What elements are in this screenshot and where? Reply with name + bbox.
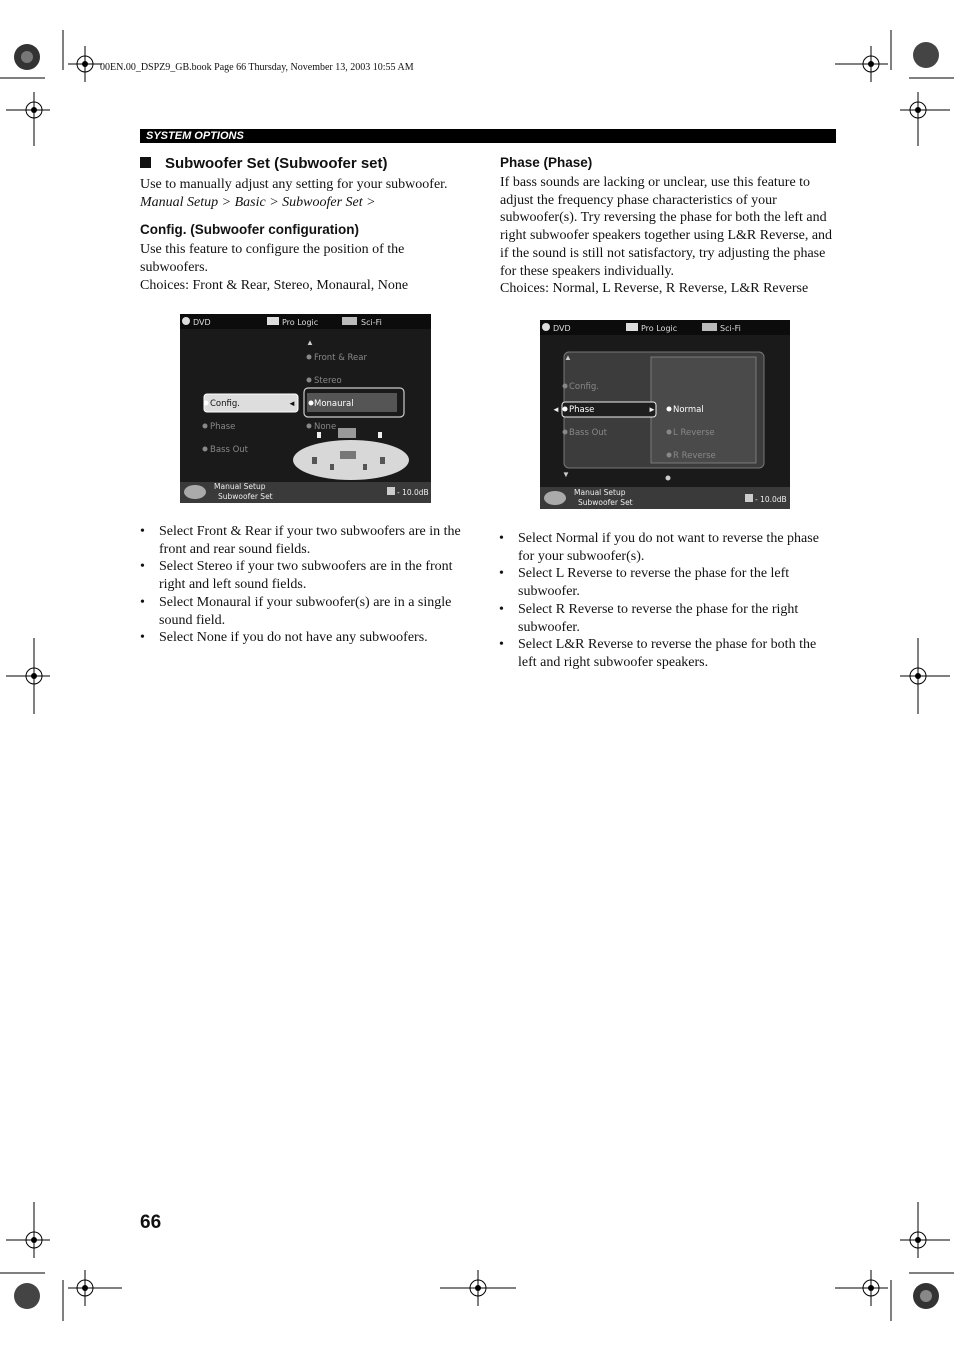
osd1-menu-bass-out: Bass Out — [210, 445, 249, 455]
osd2-option-r-reverse: R Reverse — [673, 451, 716, 461]
phase-description: If bass sounds are lacking or unclear, use this feature to adjust the frequency phase characteristics of your subwoofer(s). Try reversing the phase for both the left and right subwoofer speakers together using L&R Reverse, and if the sound is still not satisfactory, try adjusting the phase for these speakers individually. — [500, 175, 833, 279]
osd2-volume: - 10.0dB — [755, 495, 787, 504]
osd2-menu-config: Config. — [569, 382, 599, 392]
scroll-up-icon: ▲ — [306, 338, 314, 347]
intro-text: Use to manually adjust any setting for your subwoofer. — [140, 177, 448, 192]
volume-icon — [745, 494, 753, 502]
print-header: 00EN.00_DSPZ9_GB.book Page 66 Thursday, November 13, 2003 10:55 AM — [100, 62, 414, 73]
osd2-footer-2: Subwoofer Set — [578, 498, 633, 507]
right-column — [500, 154, 835, 298]
list-item: • Select Stereo if your two subwoofers are in the front right and left sound fields. — [140, 558, 475, 593]
arrow-left-icon: ◄ — [552, 405, 560, 414]
arrow-right-icon: ► — [648, 405, 656, 414]
dolby-icon — [626, 323, 638, 331]
osd1-decoder: Pro Logic — [282, 318, 319, 327]
osd1-selected-option: Monaural — [314, 399, 354, 409]
disc-icon — [542, 323, 550, 331]
speaker-layout-icon — [293, 440, 409, 480]
osd2-footer-1: Manual Setup — [574, 488, 626, 497]
osd1-option-1: Front & Rear — [314, 353, 367, 363]
nav-path: Manual Setup > Basic > Subwoofer Set > — [140, 194, 376, 210]
clapper-icon — [342, 317, 357, 325]
setup-icon — [184, 485, 206, 499]
osd-screenshot-phase — [540, 320, 790, 509]
config-heading: Config. (Subwoofer configuration) — [140, 222, 359, 238]
config-bullet-list — [140, 523, 475, 647]
osd2-program: Sci-Fi — [720, 324, 741, 333]
osd1-footer-1: Manual Setup — [214, 482, 266, 491]
osd1-option-2: Stereo — [314, 376, 342, 386]
list-item: • Select L Reverse to reverse the phase for the left subwoofer. — [499, 565, 834, 600]
disc-icon — [182, 317, 190, 325]
osd2-option-normal: Normal — [673, 405, 704, 415]
phase-heading: Phase (Phase) — [500, 155, 593, 170]
list-item: • Select Monaural if your subwoofer(s) are in a single sound field. — [140, 594, 475, 629]
list-item: • Select L&R Reverse to reverse the phase for both the left and right subwoofer speakers. — [499, 636, 834, 671]
config-choices: Choices: Front & Rear, Stereo, Monaural, None — [140, 277, 409, 293]
osd1-volume: - 10.0dB — [397, 488, 429, 497]
left-column — [140, 154, 475, 295]
osd1-option-4: None — [314, 422, 337, 432]
list-item: • Select None if you do not have any subwoofers. — [140, 629, 475, 647]
clapper-icon — [702, 323, 717, 331]
page-number: 66 — [140, 1212, 162, 1233]
scroll-up-icon: ▲ — [564, 353, 572, 362]
osd2-source: DVD — [553, 324, 571, 333]
osd-screenshot-config — [180, 314, 431, 503]
list-item: • Select Front & Rear if your two subwoofers are in the front and rear sound fields. — [140, 523, 475, 558]
osd1-footer-2: Subwoofer Set — [218, 492, 273, 501]
heading-text: Subwoofer Set (Subwoofer set) — [165, 155, 388, 172]
osd1-menu-config: Config. — [210, 399, 240, 409]
section-label: SYSTEM OPTIONS — [146, 130, 244, 142]
config-description: Use this feature to configure the position of the subwoofers. — [140, 242, 405, 276]
setup-icon — [544, 491, 566, 505]
osd2-menu-bass-out: Bass Out — [569, 428, 608, 438]
scroll-down-icon: ▼ — [562, 470, 570, 479]
phase-choices: Choices: Normal, L Reverse, R Reverse, L&R Reverse — [500, 281, 809, 297]
list-item: • Select R Reverse to reverse the phase for the right subwoofer. — [499, 601, 834, 636]
section-heading — [140, 154, 475, 173]
osd1-program: Sci-Fi — [361, 318, 382, 327]
osd2-menu-phase: Phase — [569, 405, 595, 415]
osd1-menu-phase: Phase — [210, 422, 236, 432]
phase-bullet-list — [499, 530, 834, 672]
osd2-option-l-reverse: L Reverse — [673, 428, 715, 438]
square-bullet-icon — [140, 157, 151, 168]
osd2-decoder: Pro Logic — [641, 324, 678, 333]
volume-icon — [387, 487, 395, 495]
dolby-icon — [267, 317, 279, 325]
osd1-source: DVD — [193, 318, 211, 327]
list-item: • Select Normal if you do not want to reverse the phase for your subwoofer(s). — [499, 530, 834, 565]
arrow-right-icon: ◄ — [288, 399, 296, 408]
section-bar — [140, 129, 836, 143]
